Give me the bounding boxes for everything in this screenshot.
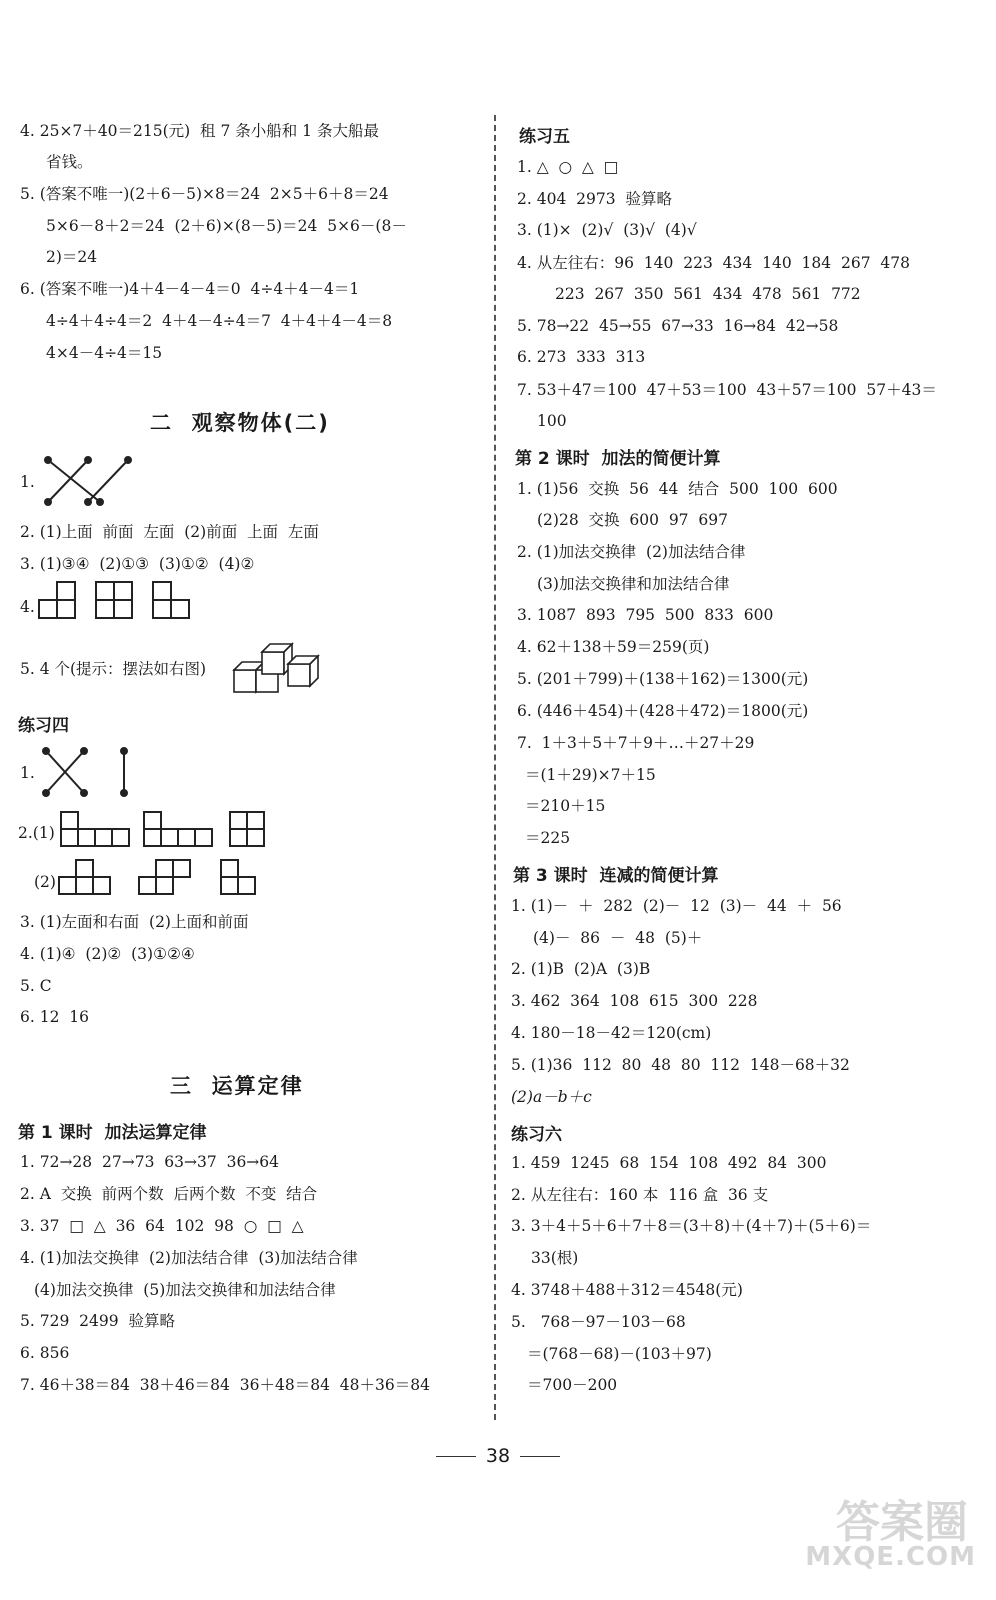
answer-line: 4. 62＋138＋59＝259(页) — [517, 638, 710, 656]
answer-line: (2) — [34, 873, 56, 891]
view-shapes-figure — [38, 580, 198, 622]
answer-line: 3. 1087 893 795 500 833 600 — [517, 606, 774, 624]
answer-line: ＝210＋15 — [525, 797, 606, 815]
answer-line: 2. 404 2973 验算略 — [517, 190, 672, 208]
section-heading: 练习五 — [519, 127, 570, 147]
page-number-text: 38 — [485, 1445, 511, 1467]
answer-line: ＝225 — [525, 829, 571, 847]
watermark-logo: 答案圈 — [836, 1497, 968, 1548]
answer-line: 5. 4 个(提示：摆法如右图) — [20, 660, 207, 678]
answer-line: 6. (446＋454)＋(428＋472)＝1800(元) — [517, 702, 809, 720]
answer-line: 2. (1)上面 前面 左面 (2)前面 上面 左面 — [20, 523, 319, 541]
section-heading: 第 3 课时 连减的简便计算 — [513, 866, 719, 886]
answer-line: 5. 78→22 45→55 67→33 16→84 42→58 — [517, 317, 839, 335]
answer-line: (4)加法交换律 (5)加法交换律和加法结合律 — [34, 1281, 336, 1299]
section-heading: 第 2 课时 加法的简便计算 — [515, 449, 721, 469]
answer-line: 5. (1)36 112 80 48 80 112 148－68＋32 — [511, 1056, 850, 1074]
answer-line: ＝700－200 — [527, 1376, 618, 1394]
answer-line: 7. 53＋47＝100 47＋53＝100 43＋57＝100 57＋43＝ — [517, 381, 937, 399]
answer-line: 4. (1)加法交换律 (2)加法结合律 (3)加法结合律 — [20, 1249, 358, 1267]
answer-line: 5. 768－97－103－68 — [511, 1313, 686, 1331]
answer-line: 1. 72→28 27→73 63→37 36→64 — [20, 1153, 280, 1171]
answer-line: 1. 459 1245 68 154 108 492 84 300 — [511, 1154, 827, 1172]
answer-line: 5×6－8＋2＝24 (2＋6)×(8－5)＝24 5×6－(8－ — [46, 217, 407, 235]
answer-line: 4. 180－18－42＝120(cm) — [511, 1024, 712, 1042]
section-heading: 练习四 — [18, 716, 69, 736]
answer-line: 3. 37 □ △ 36 64 102 98 ○ □ △ — [20, 1217, 304, 1235]
answer-line: 2)＝24 — [46, 248, 98, 266]
answer-line: 5. C — [20, 977, 52, 995]
answer-line: 4. (1)④ (2)② (3)①②④ — [20, 945, 195, 963]
answer-line: 2.(1) — [18, 824, 55, 842]
section-heading: 第 1 课时 加法运算定律 — [18, 1123, 207, 1143]
answer-line: 1. (1)－ ＋ 282 (2)－ 12 (3)－ 44 ＋ 56 — [511, 897, 842, 915]
answer-line: 省钱。 — [46, 153, 93, 171]
answer-line: (2)a－b＋c — [511, 1088, 592, 1106]
answer-line: (2)28 交换 600 97 697 — [537, 511, 728, 529]
answer-line: 2. A 交换 前两个数 后两个数 不变 结合 — [20, 1185, 318, 1203]
answer-line: 3. (1)× (2)√ (3)√ (4)√ — [517, 221, 697, 239]
answer-line: 1. (1)56 交换 56 44 结合 500 100 600 — [517, 480, 838, 498]
answer-line: 3. 3＋4＋5＋6＋7＋8＝(3＋8)＋(4＋7)＋(5＋6)＝ — [511, 1217, 872, 1235]
answer-line: 6. (答案不唯一)4＋4－4－4＝0 4÷4＋4－4＝1 — [20, 280, 360, 298]
page-number-dash — [436, 1456, 476, 1457]
answer-line: 2. 从左往右：160 本 116 盒 36 支 — [511, 1186, 769, 1204]
answer-line: 5. (201＋799)＋(138＋162)＝1300(元) — [517, 670, 809, 688]
answer-line: 4. — [20, 598, 35, 616]
matching-lines-figure — [40, 745, 140, 801]
answer-line: 6. 273 333 313 — [517, 348, 646, 366]
answer-line: 3. (1)③④ (2)①③ (3)①② (4)② — [20, 555, 255, 573]
column-divider — [494, 115, 496, 1420]
chapter-title: 二 观察物体(二) — [150, 411, 330, 435]
answer-line: 100 — [537, 412, 567, 430]
answer-line: 7. 1＋3＋5＋7＋9＋…＋27＋29 — [517, 734, 755, 752]
answer-line: 2. (1)B (2)A (3)B — [511, 960, 651, 978]
page-number — [0, 1445, 996, 1467]
answer-line: 1. △ ○ △ □ — [517, 158, 619, 176]
section-heading: 练习六 — [511, 1125, 562, 1145]
view-shapes-figure — [60, 810, 270, 852]
answer-line: 4. 从左往右：96 140 223 434 140 184 267 478 — [517, 254, 911, 272]
answer-line: 2. (1)加法交换律 (2)加法结合律 — [517, 543, 746, 561]
answer-line: 33(根) — [531, 1249, 579, 1267]
answer-line: (4)－ 86 － 48 (5)＋ — [533, 929, 703, 947]
answer-line: 6. 856 — [20, 1344, 70, 1362]
answer-line: ＝(1＋29)×7＋15 — [525, 766, 656, 784]
answer-line: 4. 25×7＋40＝215(元) 租 7 条小船和 1 条大船最 — [20, 122, 379, 140]
answer-line: 5. (答案不唯一)(2＋6－5)×8＝24 2×5＋6＋8＝24 — [20, 185, 389, 203]
answer-line: 5. 729 2499 验算略 — [20, 1312, 175, 1330]
answer-line: 4. 3748＋488＋312＝4548(元) — [511, 1281, 743, 1299]
answer-line: 6. 12 16 — [20, 1008, 90, 1026]
answer-line: 7. 46＋38＝84 38＋46＝84 36＋48＝84 48＋36＝84 — [20, 1376, 430, 1394]
view-shapes-figure — [58, 858, 268, 900]
answer-line: 1. — [20, 473, 35, 491]
answer-line: ＝(768－68)－(103＋97) — [527, 1345, 712, 1363]
page-number-dash — [520, 1456, 560, 1457]
matching-lines-figure — [40, 452, 140, 510]
answer-line: 4÷4＋4÷4＝2 4＋4－4÷4＝7 4＋4＋4－4＝8 — [46, 312, 393, 330]
answer-line: 4×4－4÷4＝15 — [46, 344, 163, 362]
chapter-title: 三 运算定律 — [170, 1074, 304, 1098]
answer-line: 3. (1)左面和右面 (2)上面和前面 — [20, 913, 249, 931]
watermark-url: MXQE.COM — [805, 1542, 976, 1572]
answer-line: (3)加法交换律和加法结合律 — [537, 575, 730, 593]
cube-arrangement-figure — [232, 640, 322, 696]
answer-line: 1. — [20, 764, 35, 782]
answer-line: 223 267 350 561 434 478 561 772 — [555, 285, 861, 303]
answer-line: 3. 462 364 108 615 300 228 — [511, 992, 758, 1010]
